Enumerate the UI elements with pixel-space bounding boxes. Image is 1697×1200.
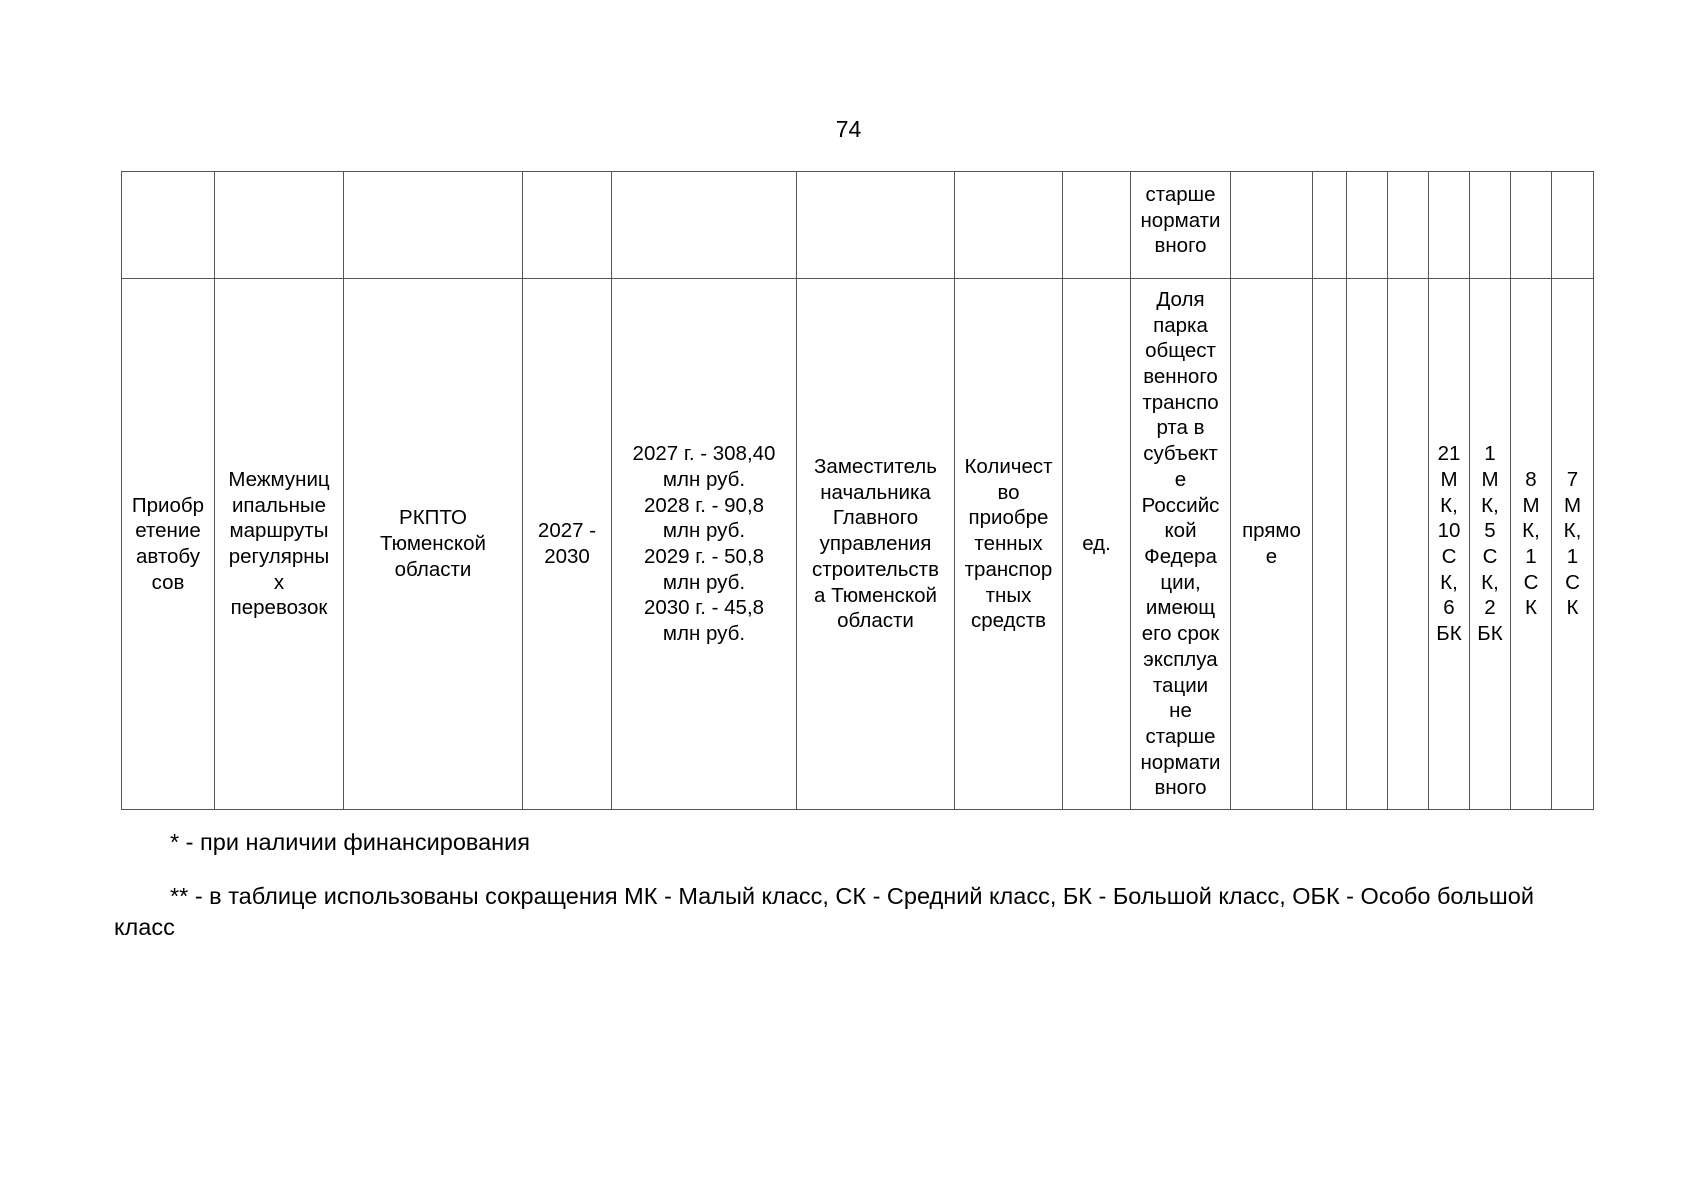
footnote-abbreviations: ** - в таблице использованы сокращения МК - Малый класс, СК - Средний класс, БК - Большой класс, ОБК - Особо большой класс xyxy=(114,883,1534,940)
table-cell xyxy=(1347,279,1388,810)
table-cell xyxy=(1347,172,1388,279)
year-value-cell: 8 М К, 1 С К xyxy=(1511,279,1552,810)
table-cell xyxy=(1313,172,1347,279)
table-cell xyxy=(955,172,1063,279)
table-cell xyxy=(1552,172,1594,279)
table-cell xyxy=(1313,279,1347,810)
indicator-cell: Доля парка общест венного транспо рта в субъект е Российс кой Федера ции, имеющ его срок эксплуа тации не старше нормати вного xyxy=(1131,279,1231,810)
table-cell xyxy=(215,172,344,279)
result-cell: Количест во приобре тенных транспор тных средств xyxy=(955,279,1063,810)
table-cell xyxy=(797,172,955,279)
year-value-cell: 21 М К, 10 С К, 6 БК xyxy=(1429,279,1470,810)
routes-cell: Межмуниц ипальные маршруты регулярны х перевозок xyxy=(215,279,344,810)
table-row xyxy=(122,172,1594,279)
table-cell xyxy=(122,172,215,279)
table-cell xyxy=(1063,172,1131,279)
year-value-cell: 7 М К, 1 С К xyxy=(1552,279,1594,810)
table-cell xyxy=(1388,279,1429,810)
financing-cell: 2027 г. - 308,40 млн руб. 2028 г. - 90,8 млн руб. 2029 г. - 50,8 млн руб. 2030 г. - 45,8 млн руб. xyxy=(612,279,797,810)
year-value-cell: 1 М К, 5 С К, 2 БК xyxy=(1470,279,1511,810)
period-cell: 2027 - 2030 xyxy=(523,279,612,810)
table-cell xyxy=(1511,172,1552,279)
table-cell xyxy=(1388,172,1429,279)
page-number: 74 xyxy=(835,116,862,142)
activities-table xyxy=(121,171,1594,810)
table-cell xyxy=(1470,172,1511,279)
table-cell xyxy=(612,172,797,279)
influence-cell: прямо е xyxy=(1231,279,1313,810)
event-cell: Приобр етение автобу сов xyxy=(122,279,215,810)
table-cell xyxy=(344,172,523,279)
table-cell xyxy=(1231,172,1313,279)
table-cell xyxy=(523,172,612,279)
unit-cell: ед. xyxy=(1063,279,1131,810)
responsible-cell: Заместитель начальника Главного управления строительств а Тюменской области xyxy=(797,279,955,810)
table-row xyxy=(122,279,1594,810)
footnote-financing: * - при наличии финансирования xyxy=(170,829,531,855)
organization-cell: РКПТО Тюменской области xyxy=(344,279,523,810)
table-cell xyxy=(1429,172,1470,279)
indicator-cell: старше нормати вного xyxy=(1131,172,1231,279)
